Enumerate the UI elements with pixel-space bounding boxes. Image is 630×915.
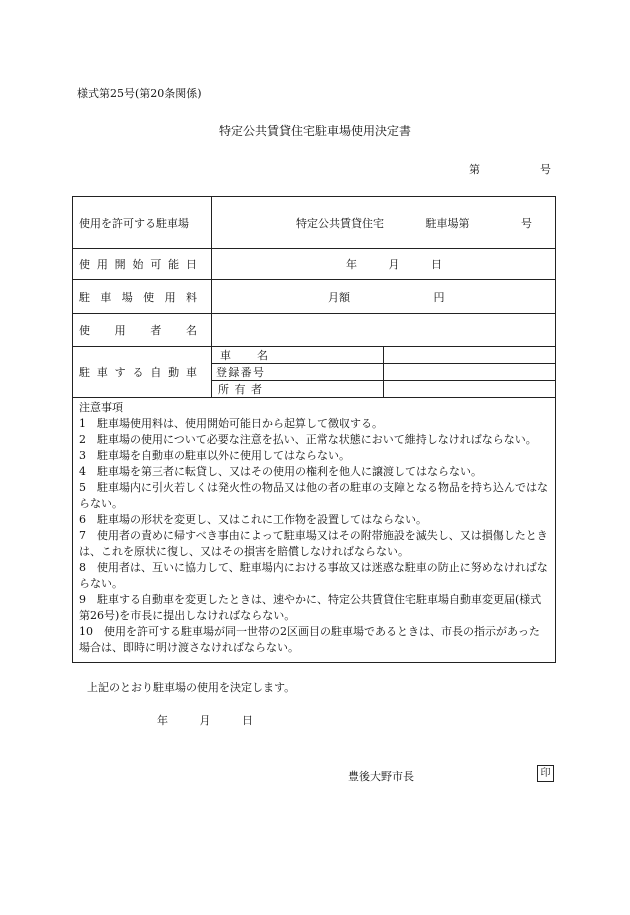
note-item: 3 駐車場を自動車の駐車以外に使用してはならない。 <box>79 449 350 462</box>
label-char: 録 <box>228 366 240 379</box>
label-parking <box>73 197 212 249</box>
notes-section <box>72 398 556 663</box>
label-char: 名 <box>185 324 197 337</box>
sublabel-registration <box>212 364 384 381</box>
sub-spread <box>216 381 264 397</box>
label-char: 始 <box>132 258 144 271</box>
date-day: 日 <box>242 714 253 727</box>
label-char: 者 <box>150 324 162 337</box>
value-parking <box>212 197 556 249</box>
value-registration <box>384 364 556 381</box>
parking-suffix: 号 <box>521 216 532 230</box>
info-grid <box>72 196 556 398</box>
label-char: 使 <box>79 258 90 271</box>
date-line <box>157 712 253 728</box>
label-char: 車 <box>96 366 108 379</box>
label-char: 有 <box>234 383 246 396</box>
value-owner <box>384 381 556 398</box>
row-user <box>73 314 556 347</box>
label-char: 自 <box>150 366 162 379</box>
label-char: る <box>132 366 144 379</box>
fee-yen: 円 <box>433 290 445 304</box>
row-vehicle-name <box>73 347 556 364</box>
closing-statement: 上記のとおり駐車場の使用を決定します。 <box>87 681 296 694</box>
number-go: 号 <box>540 163 551 176</box>
note-item: 4 駐車場を第三者に転貸し、又はその使用の権利を他人に譲渡してはならない。 <box>79 465 482 478</box>
label-char: 登 <box>216 366 227 379</box>
label-vehicle-spread <box>79 364 197 380</box>
sublabel-owner <box>212 381 384 398</box>
label-user <box>73 314 212 347</box>
label-char: 開 <box>114 258 126 271</box>
label-char: 場 <box>121 290 133 304</box>
sub-spread <box>216 364 264 380</box>
label-start-date <box>73 249 212 280</box>
label-char: 車 <box>185 366 197 379</box>
value-start-date <box>212 249 556 280</box>
label-char: 動 <box>168 366 180 379</box>
date-month: 月 <box>199 714 211 727</box>
note-item: 2 駐車場の使用について必要な注意を払い、正常な状態において維持しなければならない。 <box>79 433 537 446</box>
parking-prefix: 特定公共賃貸住宅 <box>296 216 384 230</box>
label-char: 駐 <box>79 290 90 304</box>
value-car-name <box>384 347 556 364</box>
label-char: 可 <box>150 258 162 271</box>
label-parking-text: 使用を許可する駐車場 <box>79 216 189 230</box>
note-item: 9 駐車する自動車を変更したときは、速やかに、特定公共賃貸住宅駐車場自動車変更届(様式第26号)を市長に提出しなければならない。 <box>79 593 542 622</box>
sublabel-car-name <box>212 347 384 364</box>
label-fee-spread <box>79 289 197 305</box>
seal-stamp: 印 <box>537 765 554 782</box>
label-start-date-spread <box>79 256 197 272</box>
label-char: 車 <box>220 349 231 362</box>
row-fee <box>73 280 556 314</box>
start-day: 日 <box>431 258 442 271</box>
date-year: 年 <box>157 714 168 727</box>
parking-middle: 駐車場第 <box>425 216 470 230</box>
label-char: 車 <box>100 290 112 304</box>
note-item: 5 駐車場内に引火若しくは発火性の物品又は他の者の駐車の支障となる物品を持ち込んではならない。 <box>79 481 548 510</box>
label-char: 所 <box>218 383 229 396</box>
label-char: 番 <box>240 366 252 379</box>
label-user-spread <box>79 322 197 338</box>
note-item: 10 使用を許可する駐車場が同一世帯の2区画目の駐車場であるときは、市長の指示があった場合は、即時に明け渡さなければならない。 <box>79 625 540 654</box>
sub-spread <box>216 347 272 363</box>
start-year: 年 <box>346 258 357 271</box>
label-char: 用 <box>96 258 108 271</box>
label-char: 日 <box>185 258 197 271</box>
note-item: 8 使用者は、互いに協力して、駐車場内における事故又は迷惑な駐車の防止に努めなければならない。 <box>79 561 548 590</box>
label-fee <box>73 280 212 314</box>
label-char: 駐 <box>79 366 90 379</box>
parking-decision-table <box>72 196 556 671</box>
row-start-date <box>73 249 556 280</box>
label-char: 者 <box>251 383 262 396</box>
number-dai: 第 <box>469 163 480 176</box>
value-user <box>212 314 556 347</box>
label-char: 名 <box>257 349 268 362</box>
label-char: 用 <box>114 324 126 337</box>
label-char: す <box>114 366 126 379</box>
notes-heading: 注意事項 <box>79 401 123 414</box>
mayor-title: 豊後大野市長 <box>348 770 414 783</box>
label-char: 料 <box>185 290 197 304</box>
label-char: 使 <box>79 324 90 337</box>
label-char: 能 <box>168 258 180 271</box>
form-number: 様式第25号(第20条関係) <box>77 87 202 100</box>
value-fee <box>212 280 556 314</box>
label-vehicle <box>73 347 212 398</box>
fee-monthly: 月額 <box>328 290 350 304</box>
note-item: 1 駐車場使用料は、使用開始可能日から起算して徴収する。 <box>79 417 383 430</box>
label-char: 号 <box>252 366 264 379</box>
note-item: 6 駐車場の形状を変更し、又はこれに工作物を設置してはならない。 <box>79 513 427 526</box>
note-item: 7 使用者の責めに帰すべき事由によって駐車場又はその附帯施設を滅失し、又は損傷したときは、これを原状に復し、又はその損害を賠償しなければならない。 <box>79 529 548 558</box>
document-title: 特定公共賃貸住宅駐車場使用決定書 <box>218 124 411 138</box>
label-char: 用 <box>164 290 176 304</box>
label-char: 使 <box>143 290 155 304</box>
start-month: 月 <box>388 258 400 271</box>
row-parking <box>73 197 556 249</box>
